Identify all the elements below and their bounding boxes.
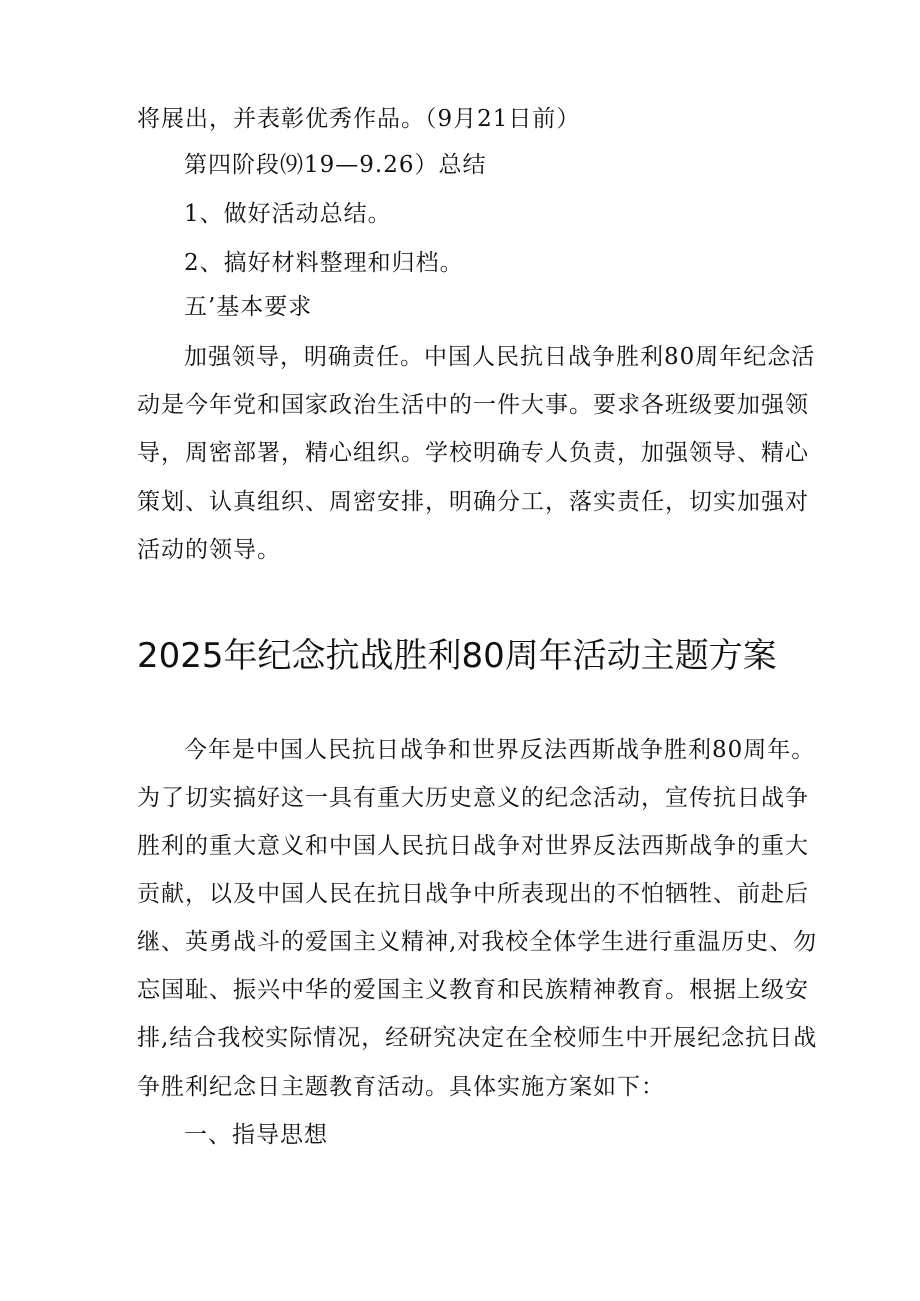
paragraph-line: 加强领导，明确责任。中国人民抗日战争胜利80周年纪念活 [184, 344, 816, 370]
paragraph-line: 为了切实搞好这一具有重大历史意义的纪念活动，宣传抗日战争 [137, 785, 809, 811]
document-title: 2025年纪念抗战胜利80周年活动主题方案 [137, 636, 777, 676]
paragraph-line: 动是今年党和国家政治生活中的一件大事。要求各班级要加强领 [137, 392, 809, 418]
list-item: 1、做好活动总结。 [184, 201, 392, 227]
paragraph-line: 今年是中国人民抗日战争和世界反法西斯战争胜利80周年。 [184, 737, 816, 763]
paragraph-line: 导，周密部署，精心组织。学校明确专人负责，加强领导、精心 [137, 440, 809, 466]
list-item: 2、搞好材料整理和归档。 [184, 250, 464, 276]
paragraph-line: 将展出，并表彰优秀作品。（9月21日前） [137, 106, 581, 132]
paragraph-line: 继、英勇战斗的爱国主义精神,对我校全体学生进行重温历史、勿 [137, 929, 818, 955]
paragraph-line: 贡献，以及中国人民在抗日战争中所表现出的不怕牺牲、前赴后 [137, 881, 809, 907]
paragraph-line: 争胜利纪念日主题教育活动。具体实施方案如下： [137, 1074, 665, 1100]
stage-four-heading: 第四阶段⑼19—9.26）总结 [184, 152, 487, 178]
paragraph-line: 活动的领导。 [137, 537, 281, 563]
paragraph-line: 排,结合我校实际情况，经研究决定在全校师生中开展纪念抗日战 [137, 1025, 818, 1051]
section-heading-guiding-ideology: 一、指导思想 [184, 1122, 328, 1148]
section-heading-requirements: 五’基本要求 [184, 294, 313, 320]
paragraph-line: 忘国耻、振兴中华的爱国主义教育和民族精神教育。根据上级安 [137, 977, 809, 1003]
paragraph-line: 胜利的重大意义和中国人民抗日战争对世界反法西斯战争的重大 [137, 833, 809, 859]
paragraph-line: 策划、认真组织、周密安排，明确分工，落实责任，切实加强对 [137, 489, 809, 515]
